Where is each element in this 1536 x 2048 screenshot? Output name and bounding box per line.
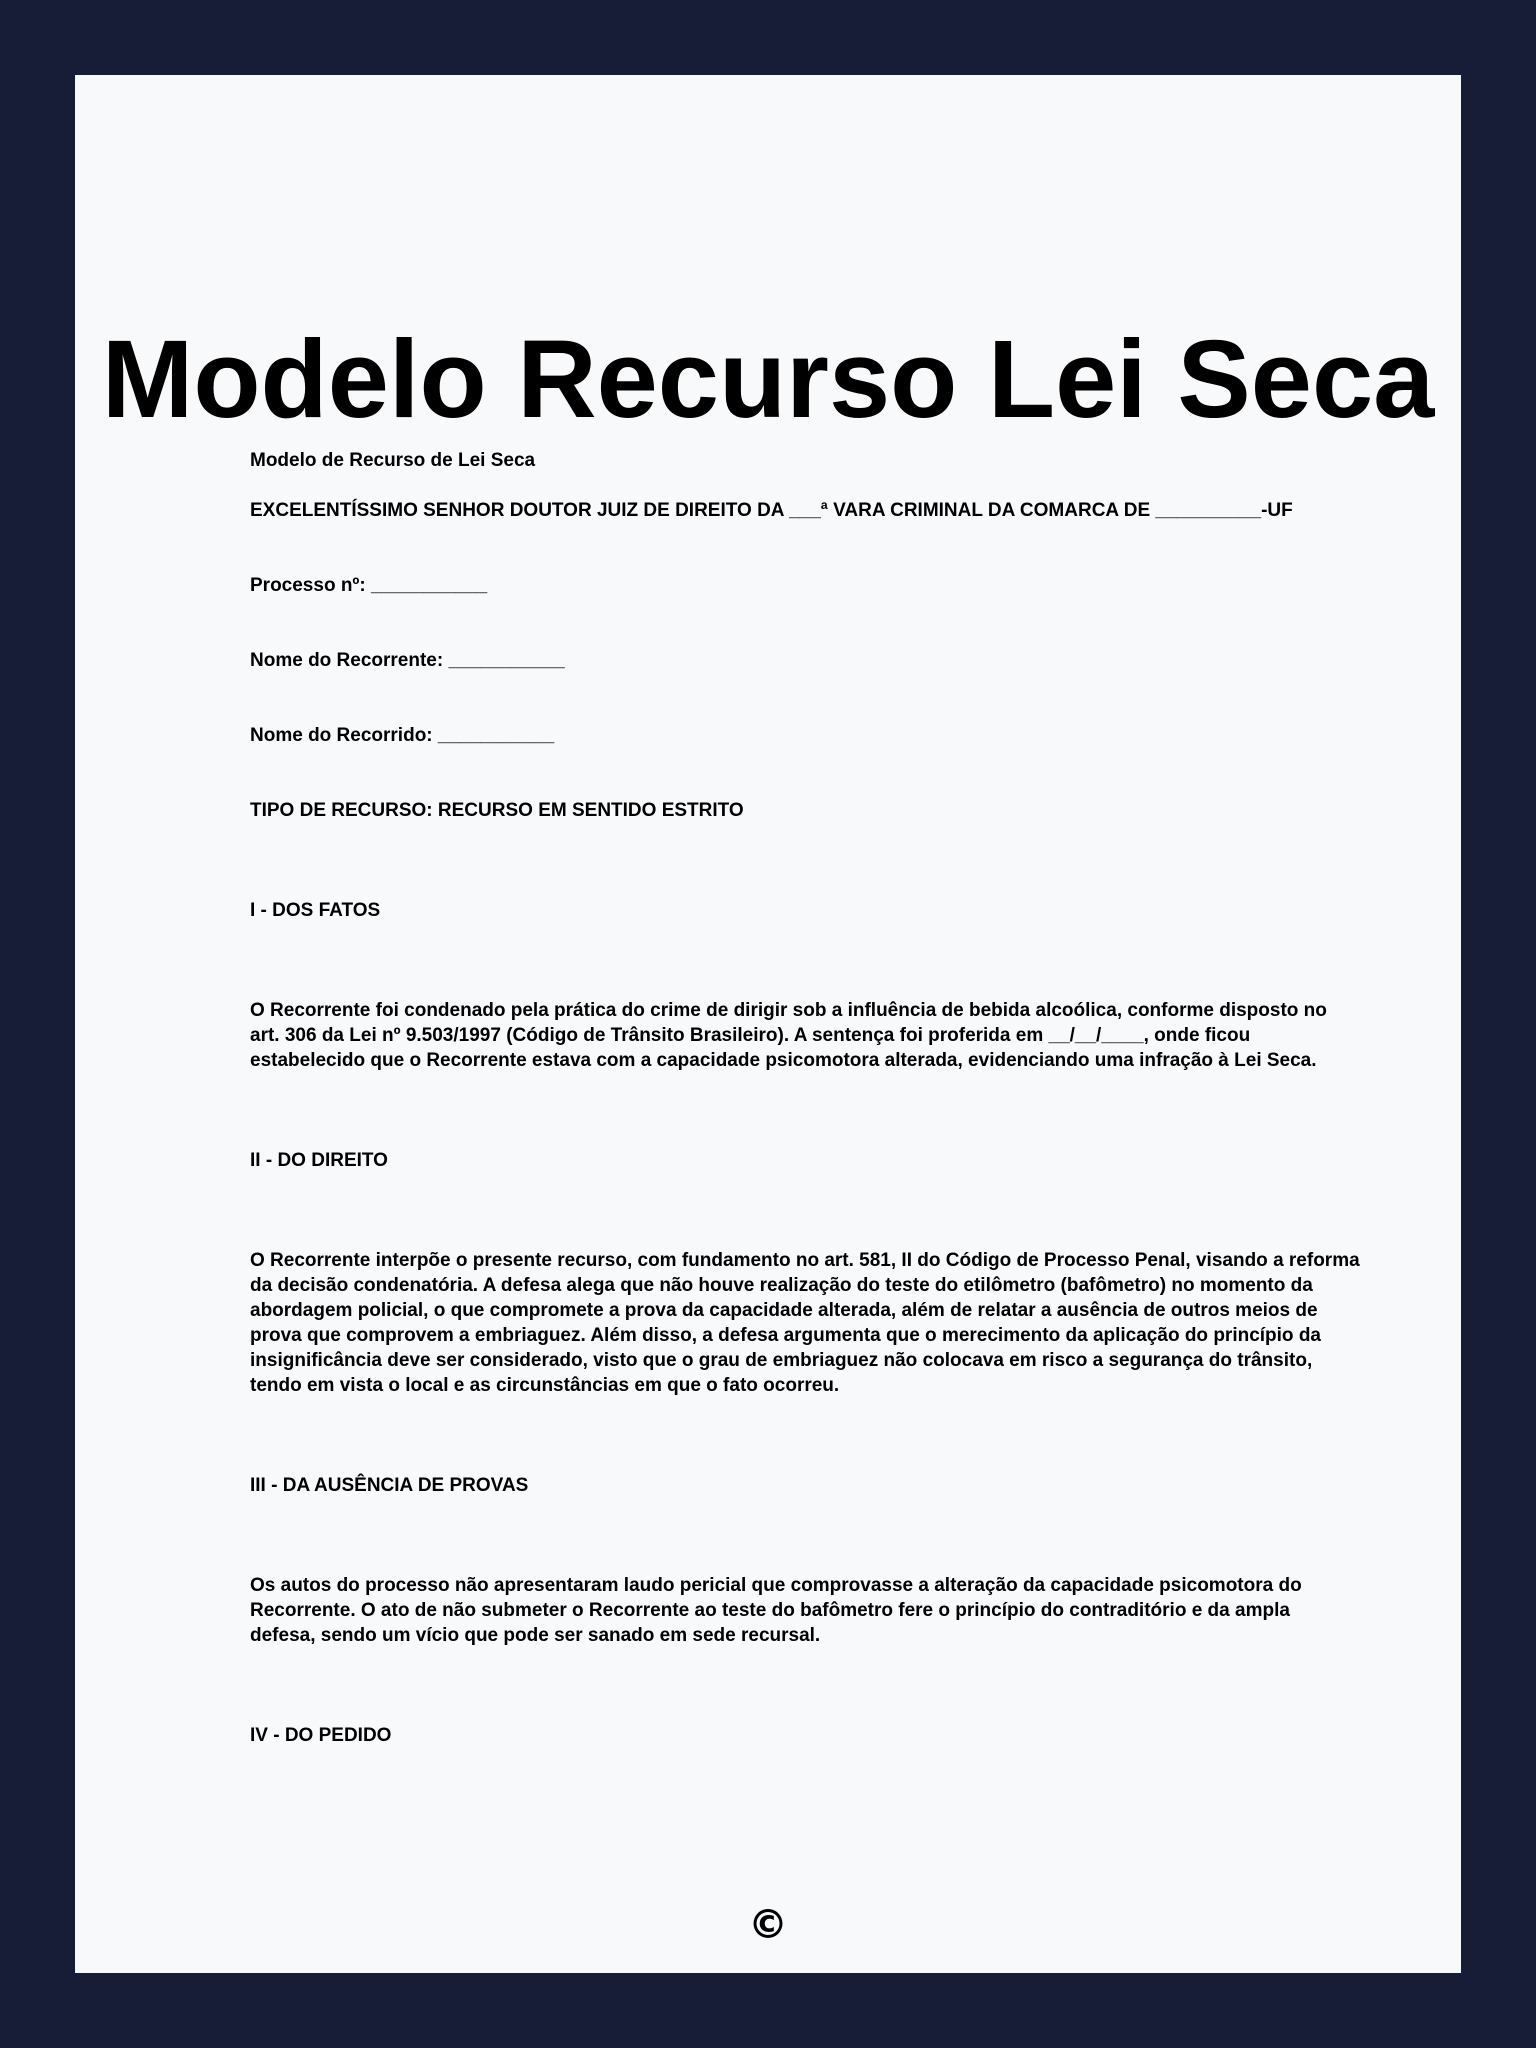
appeal-type: TIPO DE RECURSO: RECURSO EM SENTIDO ESTRITO (250, 800, 744, 821)
document-subtitle: Modelo de Recurso de Lei Seca (250, 450, 536, 471)
document-title: Modelo Recurso Lei Seca (101, 318, 1435, 441)
section-body-lack-of-evidence: Os autos do processo não apresentaram laudo pericial que comprovasse a alteração da capacidade psicomotora do Recorrente. O ato de não submeter o Recorrente ao teste do bafômetro fere o princípio do contraditório e da ampla defesa, sendo um vício que pode ser sanado em sede recursal. (250, 1575, 1302, 1646)
section-heading-request: IV - DO PEDIDO (250, 1725, 392, 1746)
appellant-name-field: Nome do Recorrente: ___________ (250, 650, 565, 671)
section-body-law: O Recorrente interpõe o presente recurso, com fundamento no art. 581, II do Código de Processo Penal, visando a reforma da decisão condenatória. A defesa alega que não houve realização do teste do etilômetro (bafômetro) no momento da abordagem policial, o que compromete a prova da capacidade alterada, além de relatar a ausência de outros meios de prova que comprovem a embriaguez. Além disso, a defesa argumenta que o merecimento da aplicação do princípio da insignificância deve ser considerado, visto que o grau de embriaguez não colocava em risco a segurança do trânsito, tendo em vista o local e as circunstâncias em que o fato ocorreu. (250, 1250, 1360, 1396)
copyright-icon: © (748, 1902, 788, 1948)
section-body-facts: O Recorrente foi condenado pela prática do crime de dirigir sob a influência de bebida alcoólica, conforme disposto no art. 306 da Lei nº 9.503/1997 (Código de Trânsito Brasileiro). A sentença foi proferida em __/__/____, onde ficou estabelecido que o Recorrente estava com a capacidade psicomotora alterada, evidenciando uma infração à Lei Seca. (250, 1000, 1327, 1071)
appellee-name-field: Nome do Recorrido: ___________ (250, 725, 555, 746)
section-heading-law: II - DO DIREITO (250, 1150, 388, 1171)
process-number-field: Processo nº: ___________ (250, 575, 488, 596)
document-body (250, 448, 1360, 1748)
addressee-line: EXCELENTÍSSIMO SENHOR DOUTOR JUIZ DE DIREITO DA ___ª VARA CRIMINAL DA COMARCA DE __________-UF (250, 500, 1293, 521)
section-heading-lack-of-evidence: III - DA AUSÊNCIA DE PROVAS (250, 1475, 529, 1496)
document-page (75, 75, 1461, 1973)
section-heading-facts: I - DOS FATOS (250, 900, 381, 921)
